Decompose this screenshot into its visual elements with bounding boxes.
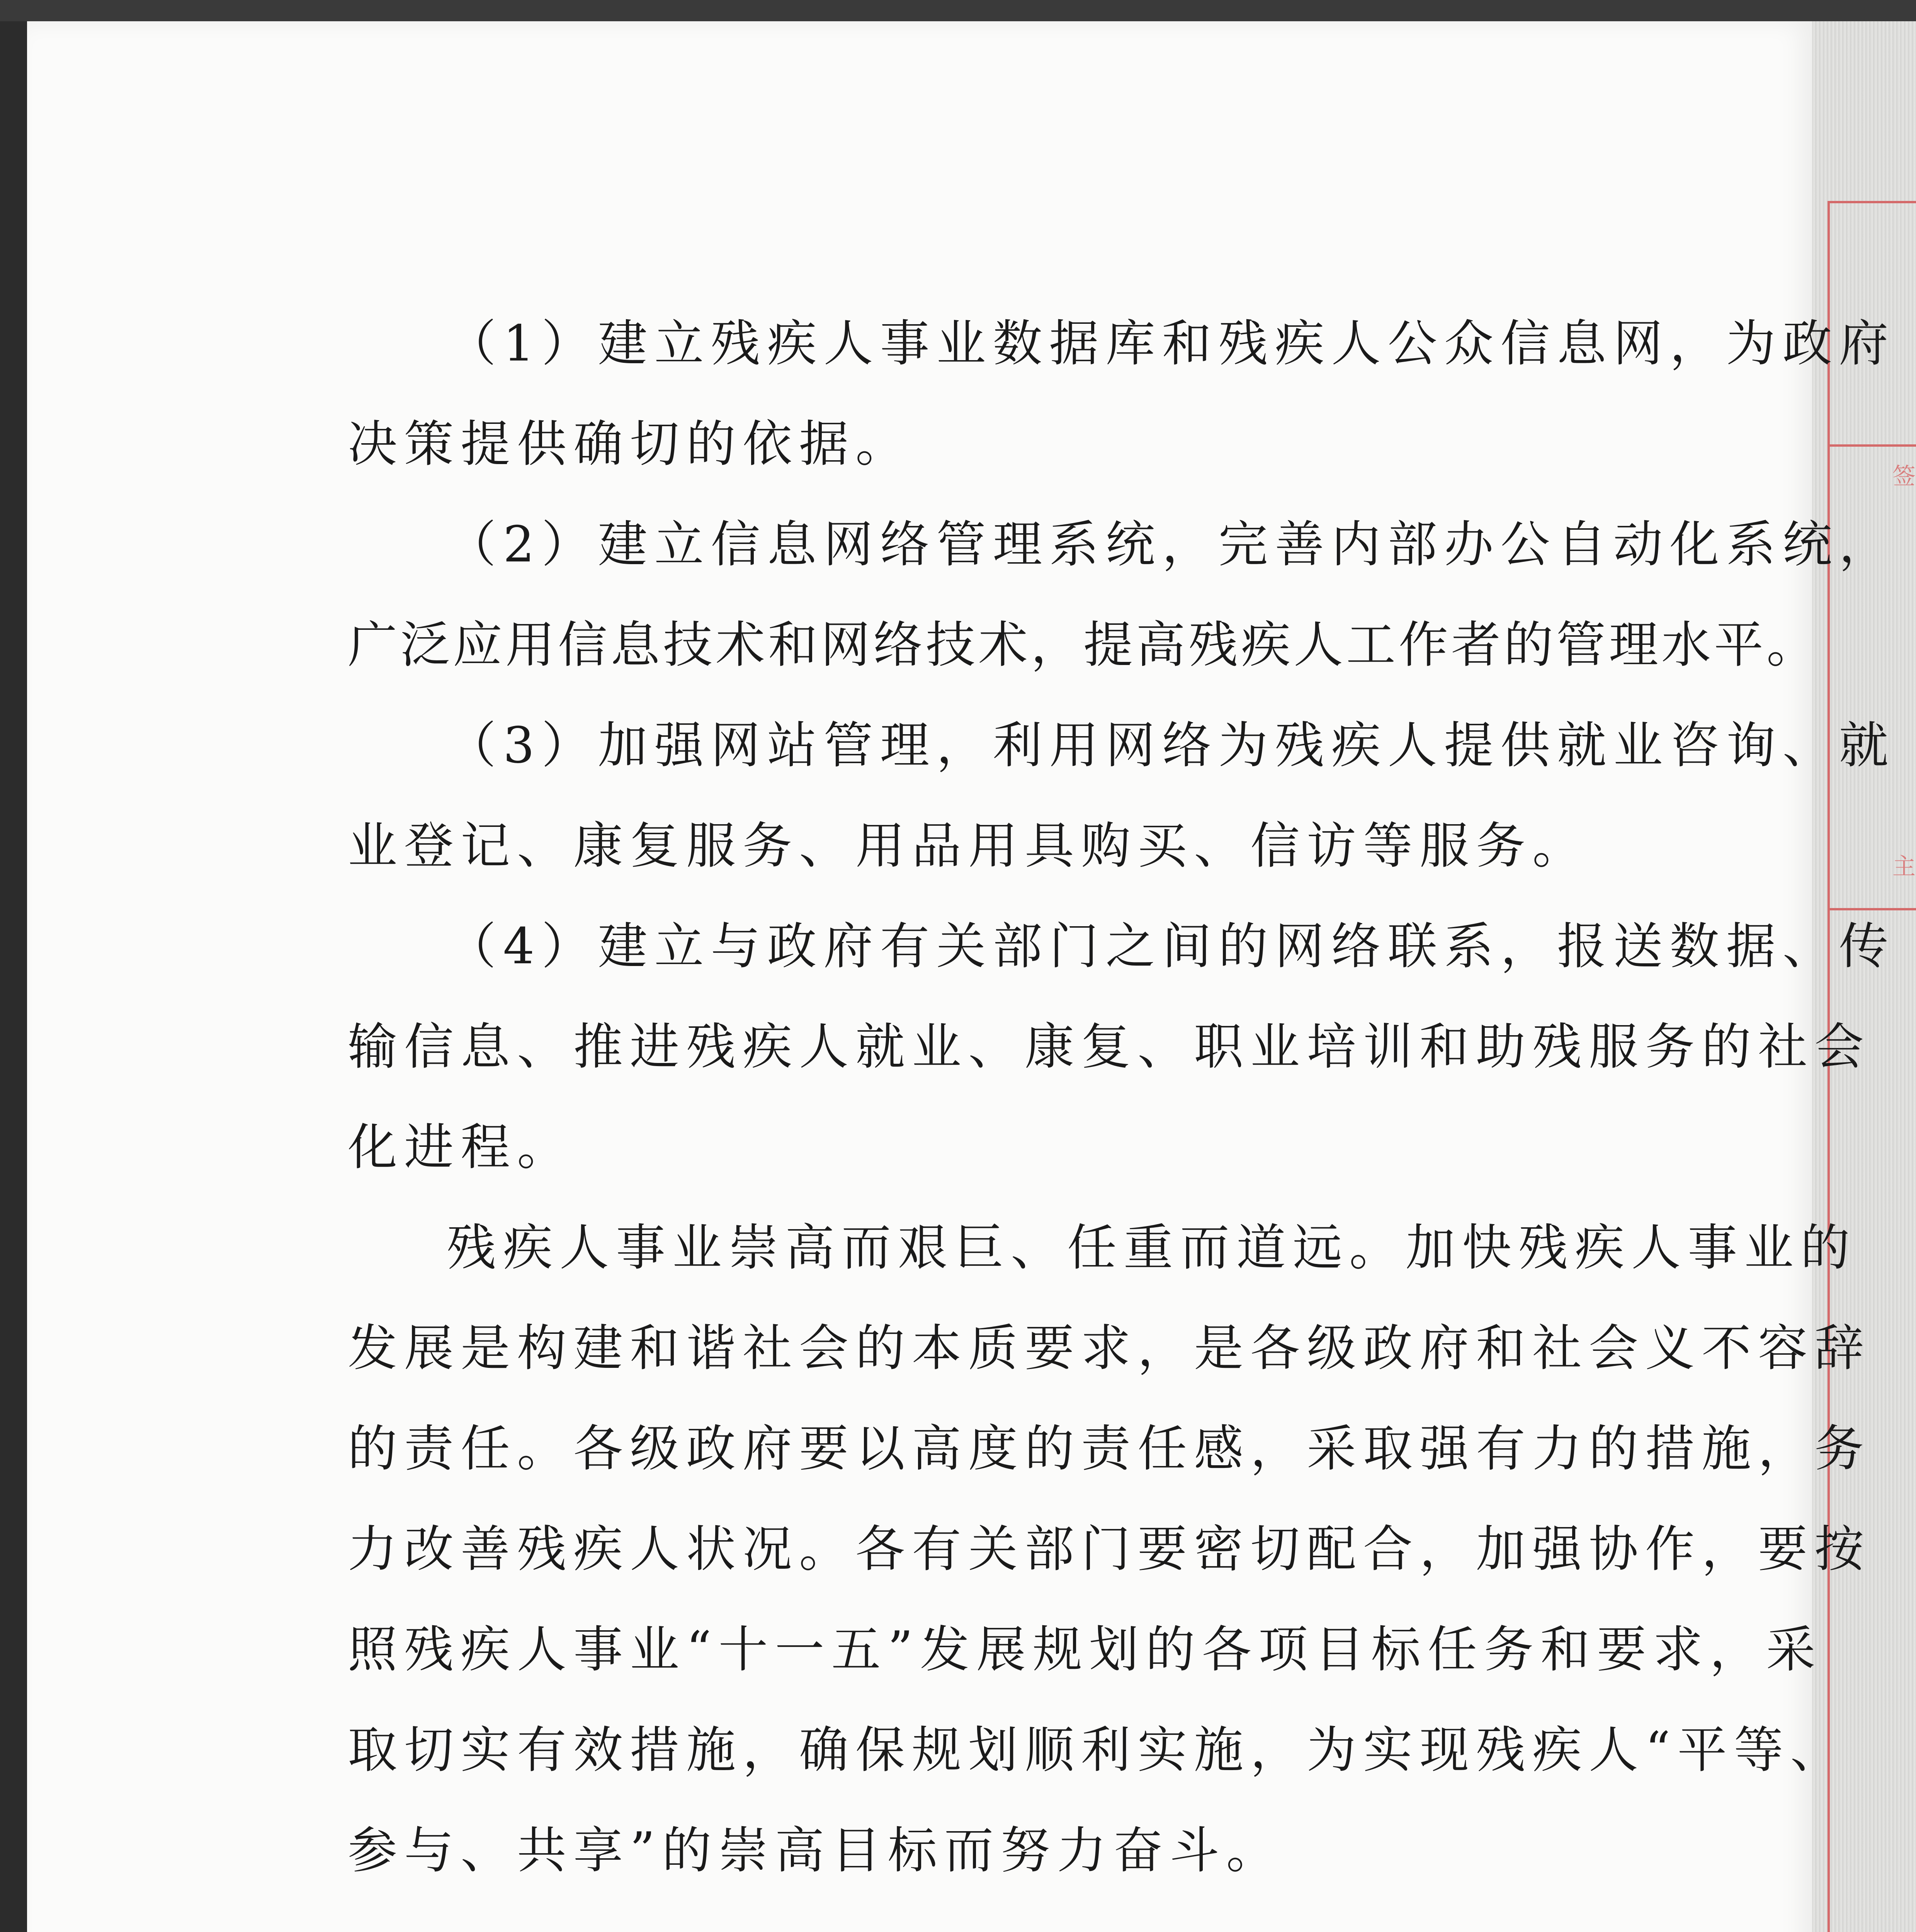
- text-line: 的责任。各级政府要以高度的责任感，采取强有力的措施，务: [348, 1420, 1871, 1478]
- red-frame-line: [1828, 444, 1916, 447]
- text-line: 照残疾人事业“十一五”发展规划的各项目标任务和要求，采: [348, 1621, 1822, 1679]
- text-line: 参与、共享”的崇高目标而努力奋斗。: [348, 1822, 1283, 1879]
- item-4: [348, 896, 1896, 1198]
- scan-border-top: [0, 0, 1916, 21]
- body-text: [348, 294, 1896, 1901]
- text-line: （1）建立残疾人事业数据库和残疾人公众信息网，为政府: [447, 315, 1896, 372]
- item-1: [348, 294, 1896, 495]
- item-3: [348, 696, 1896, 896]
- text-line: 决策提供确切的依据。: [348, 415, 912, 473]
- edge-char: 主: [1889, 854, 1916, 877]
- text-line: （4）建立与政府有关部门之间的网络联系，报送数据、传: [447, 918, 1896, 975]
- scan-border-left: [0, 0, 27, 1932]
- text-line: 残疾人事业崇高而艰巨、任重而道远。加快残疾人事业的: [447, 1219, 1857, 1277]
- item-2: [348, 495, 1896, 696]
- closing-paragraph: [348, 1198, 1871, 1901]
- text-line: 业登记、康复服务、用品用具购买、信访等服务。: [348, 817, 1589, 875]
- text-line: 发展是构建和谐社会的本质要求，是各级政府和社会义不容辞: [348, 1320, 1871, 1377]
- text-line: 取切实有效措施，确保规划顺利实施，为实现残疾人“平等、: [348, 1721, 1847, 1779]
- text-line: 力改善残疾人状况。各有关部门要密切配合，加强协作，要按: [348, 1520, 1871, 1578]
- text-line: 化进程。: [348, 1119, 574, 1176]
- text-line: 输信息、推进残疾人就业、康复、职业培训和助残服务的社会: [348, 1018, 1871, 1076]
- red-frame-line: [1828, 201, 1916, 203]
- edge-char: 签: [1889, 464, 1916, 487]
- text-line: 广泛应用信息技术和网络技术，提高残疾人工作者的管理水平。: [348, 616, 1819, 674]
- text-line: （2）建立信息网络管理系统，完善内部办公自动化系统，: [447, 516, 1896, 573]
- text-line: （3）加强网站管理，利用网络为残疾人提供就业咨询、就: [447, 717, 1896, 774]
